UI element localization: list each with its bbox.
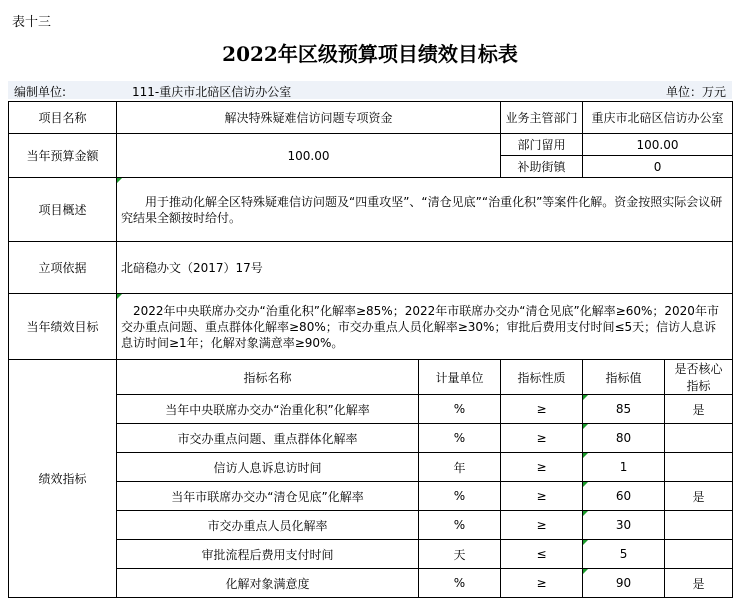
indicator-value: 90 (583, 569, 665, 598)
indicator-core: 是 (665, 569, 733, 598)
indicator-row (9, 569, 733, 598)
indicator-value: 5 (583, 540, 665, 569)
indicator-unit: % (419, 395, 501, 424)
goal-row (9, 294, 733, 360)
indicator-value: 60 (583, 482, 665, 511)
indicator-nature: ≥ (501, 482, 583, 511)
dept-value: 重庆市北碚区信访办公室 (583, 102, 733, 134)
retain-label: 部门留用 (501, 134, 583, 156)
page-title: 2022年区级预算项目绩效目标表 (222, 42, 518, 66)
compiling-unit-label: 编制单位: (14, 85, 67, 99)
indicator-name: 当年中央联席办交办“治重化积”化解率 (117, 395, 419, 424)
indicator-row (9, 395, 733, 424)
indicator-value: 1 (583, 453, 665, 482)
overview-label: 项目概述 (9, 178, 117, 242)
indicator-core (665, 511, 733, 540)
performance-table (8, 101, 733, 598)
indicator-row (9, 482, 733, 511)
project-name-label: 项目名称 (9, 102, 117, 134)
budget-row (9, 134, 733, 156)
header-core-indicator: 是否核心指标 (665, 360, 733, 395)
indicator-core: 是 (665, 482, 733, 511)
indicator-value: 85 (583, 395, 665, 424)
indicator-nature: ≥ (501, 424, 583, 453)
indicator-name: 化解对象满意度 (117, 569, 419, 598)
indicator-core: 是 (665, 395, 733, 424)
basis-value: 北碚稳办文（2017）17号 (117, 242, 733, 294)
indicator-row (9, 453, 733, 482)
indicator-core (665, 424, 733, 453)
header-indicator-nature: 指标性质 (501, 360, 583, 395)
basis-row (9, 242, 733, 294)
subsidy-value: 0 (583, 156, 733, 178)
indicator-value: 30 (583, 511, 665, 540)
compiling-unit-value: 111-重庆市北碚区信访办公室 (132, 85, 292, 99)
indicator-row (9, 511, 733, 540)
goal-value: 2022年中央联席办交办“治重化积”化解率≥85%；2022年市联席办交办“清仓见底”化解率≥60%；2020年市交办重点问题、重点群体化解率≥80%；市交办重点人员化解率≥30%；审批后费用支付时间≤5天；信访人息诉息访时间≥1年；化解对象满意率≥90%。 (117, 294, 733, 360)
indicator-header-row (9, 360, 733, 395)
indicator-row (9, 540, 733, 569)
indicator-name: 当年市联席办交办“清仓见底”化解率 (117, 482, 419, 511)
currency-unit: 单位：万元 (665, 85, 726, 99)
indicator-nature: ≥ (501, 453, 583, 482)
overview-row (9, 178, 733, 242)
indicator-unit: 年 (419, 453, 501, 482)
header-indicator-value: 指标值 (583, 360, 665, 395)
header-indicator-name: 指标名称 (117, 360, 419, 395)
indicator-unit: % (419, 569, 501, 598)
budget-label: 当年预算金额 (9, 134, 117, 178)
indicator-unit: 天 (419, 540, 501, 569)
indicator-core (665, 540, 733, 569)
dept-label: 业务主管部门 (501, 102, 583, 134)
indicator-row (9, 424, 733, 453)
project-name-row (9, 102, 733, 134)
indicator-name: 审批流程后费用支付时间 (117, 540, 419, 569)
subsidy-label: 补助街镇 (501, 156, 583, 178)
table-number: 表十三 (12, 15, 52, 30)
overview-value: 用于推动化解全区特殊疑难信访问题及“四重攻坚”、“清仓见底”“治重化积”等案件化解。资金按照实际会议研究结果全额按时给付。 (117, 178, 733, 242)
retain-value: 100.00 (583, 134, 733, 156)
indicator-core (665, 453, 733, 482)
indicator-nature: ≤ (501, 540, 583, 569)
indicator-value: 80 (583, 424, 665, 453)
indicator-nature: ≥ (501, 511, 583, 540)
indicator-section-label: 绩效指标 (9, 360, 117, 598)
header-measure-unit: 计量单位 (419, 360, 501, 395)
goal-label: 当年绩效目标 (9, 294, 117, 360)
indicator-unit: % (419, 511, 501, 540)
budget-value: 100.00 (117, 134, 501, 178)
indicator-name: 市交办重点问题、重点群体化解率 (117, 424, 419, 453)
basis-label: 立项依据 (9, 242, 117, 294)
indicator-unit: % (419, 424, 501, 453)
indicator-unit: % (419, 482, 501, 511)
unit-row (8, 81, 732, 99)
indicator-name: 信访人息诉息访时间 (117, 453, 419, 482)
indicator-nature: ≥ (501, 395, 583, 424)
indicator-name: 市交办重点人员化解率 (117, 511, 419, 540)
indicator-nature: ≥ (501, 569, 583, 598)
project-name-value: 解决特殊疑难信访问题专项资金 (117, 102, 501, 134)
